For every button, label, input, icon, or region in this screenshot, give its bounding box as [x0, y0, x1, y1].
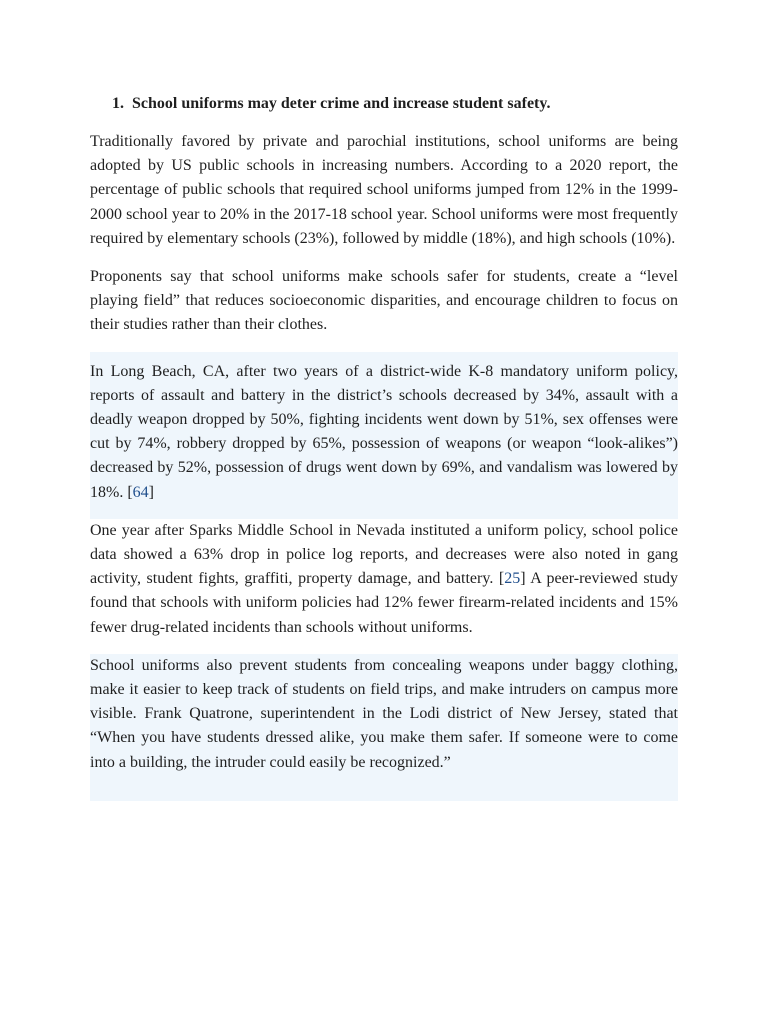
citation-bracket-open: [ — [498, 570, 505, 588]
citation-link-25[interactable]: 25 — [504, 570, 521, 588]
paragraph-uniform-adoption: Traditionally favored by private and parochial institutions, school uniforms are being adopted by US public schools in increasing numbers. According to a 2020 report, the percentage of public schools that required school uniforms jumped from 12% in the 1999-2000 school year to 20% in the 2017-18 school year. School uniforms were most frequently required by elementary schools (23%), followed by middle (18%), and high schools (10%). — [90, 133, 678, 247]
highlighted-block — [90, 352, 678, 801]
sparks-text-a: One year after Sparks Middle School in Nevada instituted a uniform policy, school police data showed a 63% drop in police log reports, and decreases were also noted in gang activity, student fights, graffiti, property damage, and battery. — [90, 521, 678, 588]
paragraph-concealing-weapons: School uniforms also prevent students from concealing weapons under baggy clothing, make it easier to keep track of students on field trips, and make intruders on campus more visible. Frank Quatrone, superintendent in the Lodi district of New Jersey, stated that “When you have students dressed alike, you make them safer. If someone were to come into a building, the intruder could easily be recognized.” — [90, 656, 678, 771]
paragraph-long-beach — [90, 352, 678, 519]
citation-bracket-close: ] — [148, 483, 154, 501]
paragraph-proponents: Proponents say that school uniforms make schools safer for students, create a “level playing field” that reduces socioeconomic disparities, and encourage children to focus on their studies rather than their clothes. — [90, 268, 678, 334]
document-page — [90, 92, 678, 801]
heading-number: 1. — [112, 95, 124, 112]
paragraph-sparks-middle-school — [90, 519, 678, 654]
heading-text: School uniforms may deter crime and increase student safety. — [132, 95, 551, 112]
section-heading — [112, 92, 678, 116]
citation-bracket-close: ] — [520, 570, 526, 588]
long-beach-text: In Long Beach, CA, after two years of a district-wide K-8 mandatory uniform policy, reports of assault and battery in the district’s schools decreased by 34%, assault with a deadly weapon dropped by 50%, fighting incidents went down by 51%, sex offenses were cut by 74%, robbery dropped by 65%, possession of weapons (or weapon “look-alikes”) decreased by 52%, possession of drugs went down by 69%, and vandalism was lowered by 18%. — [90, 362, 678, 501]
citation-link-64[interactable]: 64 — [132, 483, 149, 501]
citation-bracket-open: [ — [127, 483, 133, 501]
sparks-text-b: A peer-reviewed study found that schools with uniform policies had 12% fewer firearm-related incidents and 15% fewer drug-related incidents than schools without uniforms. — [90, 570, 678, 636]
